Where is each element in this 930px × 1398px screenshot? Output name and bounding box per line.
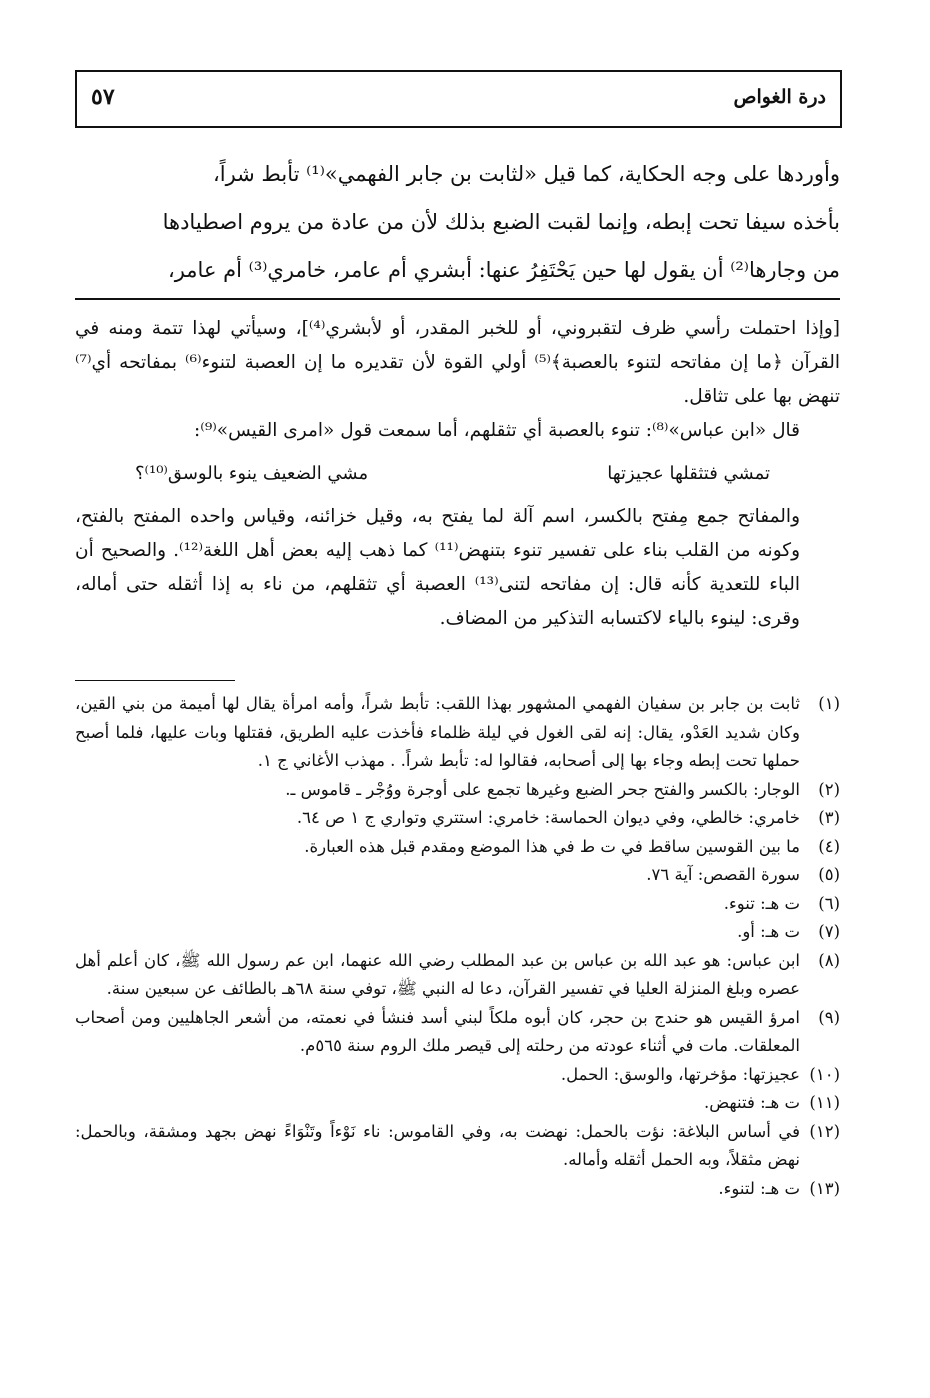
running-title: درة الغواص <box>733 86 826 108</box>
footnote <box>75 861 840 890</box>
footnote-number: (٦) <box>818 893 840 913</box>
footnote-number: (١٠) <box>809 1064 840 1084</box>
footnote <box>75 804 840 833</box>
footnote-text: سورة القصص: آية ٧٦. <box>646 865 800 884</box>
footnote-text: ما بين القوسين ساقط في ت ط في هذا الموضع ومقدم قبل هذه العبارة. <box>304 836 800 856</box>
footnote-text: ابن عباس: هو عبد الله بن عباس بن عبد المطلب رضي الله عنهما، ابن عم رسول الله ﷺ، كان أعلم أهل عصره وبلغ المنزلة العليا في تفسير القرآن، دعا له النبي ﷺ، توفي سنة ٦٨هـ بالطائف عن سبعين سنة. <box>75 950 800 998</box>
footnote-number: (٩) <box>818 1007 840 1027</box>
footnote-text: ت هـ: تنوء. <box>723 893 800 913</box>
verse-first-hemistich: تمشي فتثقلها عجيزتها <box>607 463 770 484</box>
footnote-divider <box>75 680 235 681</box>
book-page <box>75 70 840 1370</box>
footnote <box>75 776 840 805</box>
commentary <box>75 312 840 636</box>
footnote <box>75 1118 840 1175</box>
footnote <box>75 1175 840 1204</box>
footnote <box>75 947 840 1004</box>
running-header <box>75 70 842 128</box>
footnote-number: (١٢) <box>809 1121 840 1141</box>
footnote-text: امرؤ القيس هو حندج بن حجر، كان أبوه ملكاً لبني أسد فنشأ في نعمته، من أشعر الجاهليين ومن أصحاب المعلقات. مات في أثناء عودته من رحلته إلى قيصر ملك الروم سنة ٥٦٥م. <box>75 1007 800 1055</box>
footnote-text: ت هـ: أو. <box>737 922 800 941</box>
footnote-text: خامري: خالطي، وفي ديوان الحماسة: خامري: استتري وتواري ج ١ ص ٦٤. <box>296 808 800 827</box>
footnote <box>75 1089 840 1118</box>
footnote-text: الوجار: بالكسر والفتح جحر الضبع وغيرها تجمع على أوجرة ووُجْر ـ قاموس ـ. <box>285 779 800 799</box>
commentary-paragraph: قال «ابن عباس»⁽⁸⁾: تنوء بالعصبة أي تثقلهم، أما سمعت قول «امرى القيس»⁽⁹⁾: <box>194 420 800 441</box>
footnote-number: (٥) <box>818 865 840 884</box>
footnote <box>75 918 840 947</box>
text-divider <box>75 298 840 300</box>
footnote <box>75 890 840 919</box>
footnote-number: (١) <box>818 694 840 713</box>
footnotes <box>75 690 840 1203</box>
footnote-number: (٣) <box>818 808 840 827</box>
footnote-text: ت هـ: لتنوء. <box>718 1178 800 1198</box>
verse-second-hemistich: مشي الضعيف ينوء بالوسق⁽¹⁰⁾؟ <box>135 463 369 484</box>
main-text-line: من وجارها⁽²⁾ أن يقول لها حين يَحْتَفِرُ عنها: أبشري أم عامر، خامري⁽³⁾ أم عامر، <box>167 258 840 282</box>
footnote-number: (١١) <box>809 1093 840 1112</box>
footnote-number: (٨) <box>818 950 840 970</box>
footnote-number: (٧) <box>818 922 840 941</box>
page-number: ٥٧ <box>91 84 115 110</box>
commentary-paragraph: والمفاتح جمع مِفتح بالكسر، اسم آلة لما يفتح به، وقيل خزائنه، وقياس واحده المفتح بالفتح، وكونه من القلب بناء على تفسير تنوء بتنهض⁽¹¹⁾ كما ذهب إليه بعض أهل اللغة⁽¹²⁾. والصحيح أن الباء للتعدية كأنه قال: إن مفاتحه لتنى⁽¹³⁾ العصبة أي تثقلهم، من ناء به إذا أثقله حتى أماله، وقرى: لينوء بالياء لاكتسابه التذكير من المضاف. <box>75 506 801 629</box>
main-text <box>75 150 840 294</box>
footnote-text: ت هـ: فتنهض. <box>703 1093 800 1112</box>
commentary-paragraph: [وإذا احتملت رأسي ظرف لتقبروني، أو للخبر المقدر، أو لأبشري⁽⁴⁾]، وسيأتي لهذا تتمة ومنه في القرآن ﴿ما إن مفاتحه لتنوء بالعصبة﴾⁽⁵⁾ أولي القوة لأن تقديره ما إن العصبة لتنوء⁽⁶⁾ بمفاتحه أي⁽⁷⁾ تنهض بها على تثاقل. <box>75 318 840 407</box>
footnote-text: في أساس البلاغة: نؤت بالحمل: نهضت به، وفي القاموس: ناء نَوْءاً وتَنْوَاءً نهض بجهد ومشقة، وبالحمل: نهض مثقلاً، وبه الحمل أثقله وأماله. <box>75 1121 800 1169</box>
footnote <box>75 690 840 776</box>
footnote-number: (٢) <box>818 779 840 799</box>
main-text-line: وأوردها على وجه الحكاية، كما قيل «لثابت بن جابر الفهمي»⁽¹⁾ تأبط شراً، <box>212 162 840 186</box>
poem-verse <box>75 448 840 500</box>
footnote-text: ثابت بن جابر بن سفيان الفهمي المشهور بهذا اللقب: تأبط شراً، وأمه امرأة يقال لها أميمة من بني القين، وكان شديد العَدْو، يقال: إنه لقى الغول في ليلة ظلماء فأخذت عليه الطريق، فقتلها وبات عليها، فلما أصبح حملها تحت إبطه وجاء بها إلى أصحابه، فقالوا له: تأبط شراً. . مهذب الأغاني ج ١. <box>75 694 800 770</box>
footnote-text: عجيزتها: مؤخرتها، والوسق: الحمل. <box>560 1064 800 1084</box>
footnote-number: (١٣) <box>809 1178 840 1198</box>
footnote <box>75 1061 840 1090</box>
footnote <box>75 833 840 862</box>
footnote <box>75 1004 840 1061</box>
footnote-number: (٤) <box>818 836 840 856</box>
main-text-line: بأخذه سيفا تحت إبطه، وإنما لقبت الضبع بذلك لأن من عادة من يروم اصطيادها <box>162 210 840 234</box>
